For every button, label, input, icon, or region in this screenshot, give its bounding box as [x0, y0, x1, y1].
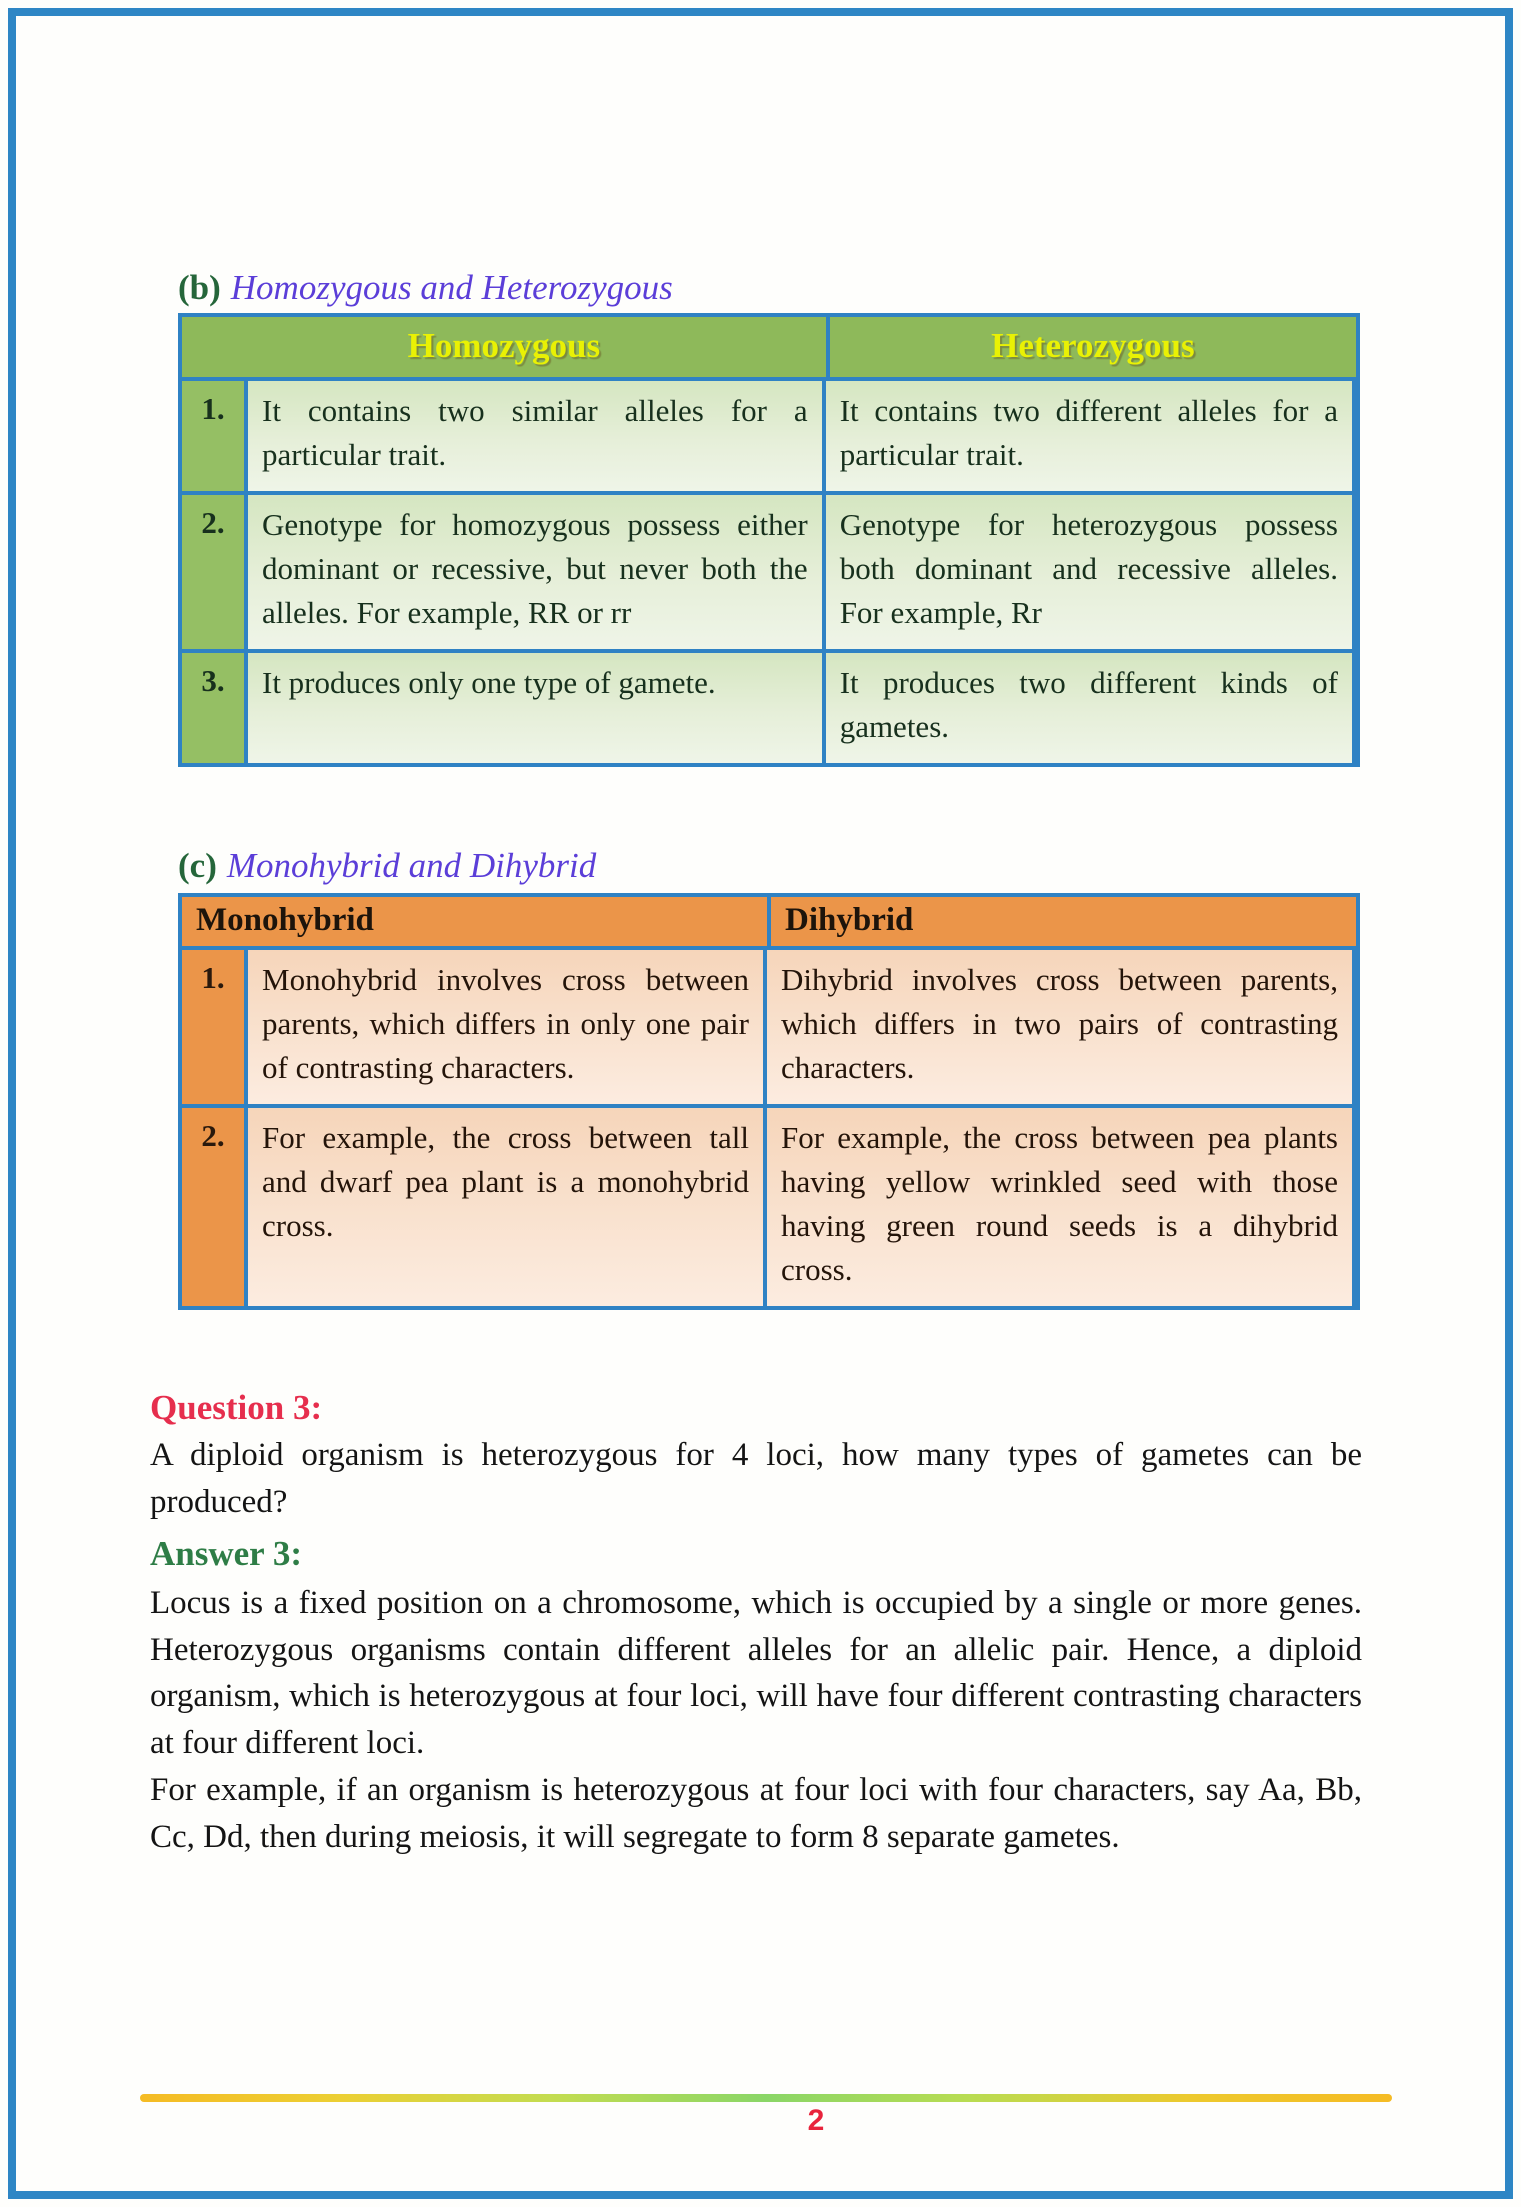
table-header-row	[182, 897, 1356, 946]
table-row	[182, 1108, 1356, 1306]
row-number: 1.	[182, 950, 244, 1104]
monohybrid-cell: Monohybrid involves cross between parents, which differs in only one pair of contrasting characters.	[248, 950, 763, 1104]
answer-paragraph: For example, if an organism is heterozygous at four loci with four characters, say Aa, Bb, Cc, Dd, then during meiosis, it will segregate to form 8 separate gametes.	[150, 1772, 1362, 1856]
monohybrid-cell: For example, the cross between tall and dwarf pea plant is a monohybrid cross.	[248, 1108, 763, 1306]
page-number: 2	[807, 2104, 825, 2137]
table-row	[182, 653, 1356, 763]
row-number: 2.	[182, 495, 244, 649]
row-number: 2.	[182, 1108, 244, 1306]
section-b-title: Homozygous and Heterozygous	[230, 268, 673, 307]
table-row	[182, 495, 1356, 649]
monohybrid-dihybrid-table	[178, 893, 1360, 1310]
homozygous-cell: It contains two similar alleles for a particular trait.	[248, 381, 822, 491]
table-header-row	[182, 317, 1356, 377]
answer-paragraph: Locus is a fixed position on a chromosome, which is occupied by a single or more genes. Heterozygous organisms contain different alleles for an allelic pair. Hence, a diploid organism, which is heterozygous at four loci, will have four different contrasting characters at four different loci.	[150, 1584, 1362, 1762]
section-b-heading	[178, 268, 673, 308]
row-number: 3.	[182, 653, 244, 763]
section-c-heading	[178, 846, 596, 886]
homozygous-cell: It produces only one type of gamete.	[248, 653, 822, 763]
monohybrid-column-header: Monohybrid	[182, 897, 767, 946]
table-row	[182, 381, 1356, 491]
dihybrid-cell: Dihybrid involves cross between parents, which differs in two pairs of contrasting characters.	[767, 950, 1352, 1104]
section-c-title: Monohybrid and Dihybrid	[226, 846, 597, 885]
section-b-label: (b)	[178, 268, 221, 307]
dihybrid-cell: For example, the cross between pea plants having yellow wrinkled seed with those having green round seeds is a dihybrid cross.	[767, 1108, 1352, 1306]
row-number: 1.	[182, 381, 244, 491]
question-label: Question 3:	[150, 1388, 323, 1427]
heterozygous-cell: Genotype for heterozygous possess both dominant and recessive alleles. For example, Rr	[826, 495, 1352, 649]
dihybrid-column-header: Dihybrid	[771, 897, 1356, 946]
homozygous-column-header: Homozygous	[182, 317, 826, 377]
homozygous-heterozygous-table	[178, 313, 1360, 767]
question-text: A diploid organism is heterozygous for 4 loci, how many types of gametes can be produced?	[150, 1437, 1362, 1520]
homozygous-cell: Genotype for homozygous possess either dominant or recessive, but never both the alleles. For example, RR or rr	[248, 495, 822, 649]
heterozygous-cell: It contains two different alleles for a particular trait.	[826, 381, 1352, 491]
answer-label: Answer 3:	[150, 1533, 302, 1573]
question-answer-section	[150, 1388, 1362, 1861]
heterozygous-cell: It produces two different kinds of gametes.	[826, 653, 1352, 763]
heterozygous-column-header: Heterozygous	[830, 317, 1356, 377]
section-c-label: (c)	[178, 846, 217, 885]
footer-divider-line	[140, 2094, 1392, 2102]
table-row	[182, 950, 1356, 1104]
